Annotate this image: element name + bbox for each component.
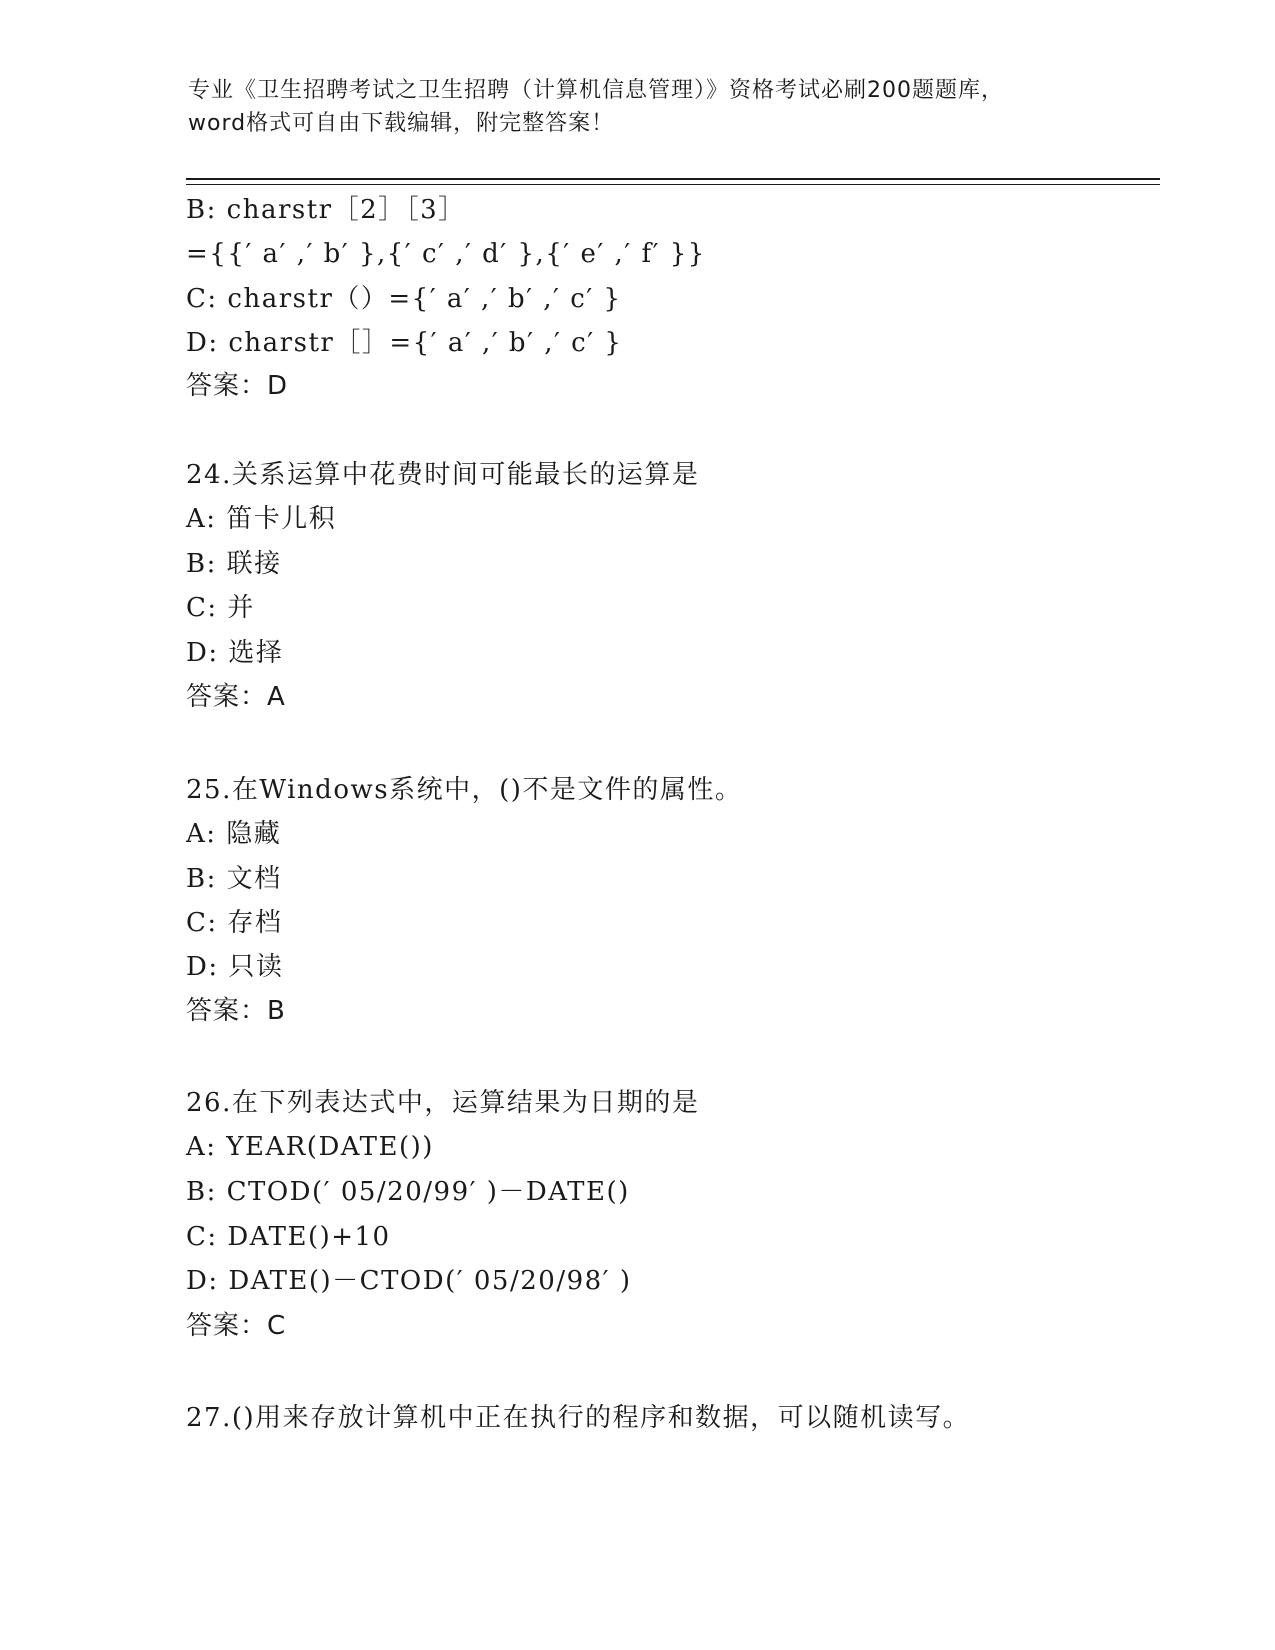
q27-question: 27.()用来存放计算机中正在执行的程序和数据，可以随机读写。 [186,1403,971,1433]
q26-option-b: B: CTOD(′ 05/20/99′ )－DATE() [186,1177,630,1207]
q24-option-a: A: 笛卡儿积 [186,504,337,534]
q24-answer: 答案：A [186,682,286,712]
q26-option-d: D: DATE()－CTOD(′ 05/20/98′ ) [186,1266,632,1296]
q25-answer: 答案：B [186,996,286,1026]
header-title-line-1: 专业《卫生招聘考试之卫生招聘（计算机信息管理）》资格考试必刷200题题库， [188,78,1004,103]
q24-option-b: B: 联接 [186,549,282,579]
q23-answer: 答案：D [186,371,289,401]
q23-option-b-line-1: B: charstr［2］［3］ [186,195,466,225]
q25-option-c: C: 存档 [186,908,283,938]
q24-option-c: C: 并 [186,593,255,623]
header-divider-thin [186,184,1160,185]
q26-question: 26.在下列表达式中，运算结果为日期的是 [186,1088,700,1118]
document-header [188,74,1088,140]
q26-answer: 答案：C [186,1311,287,1341]
q26-option-a: A: YEAR(DATE()) [186,1132,434,1162]
q25-option-a: A: 隐藏 [186,819,282,849]
q24-question: 24.关系运算中花费时间可能最长的运算是 [186,460,700,490]
q26-option-c: C: DATE()+10 [186,1222,391,1252]
q25-option-d: D: 只读 [186,952,284,982]
q25-option-b: B: 文档 [186,864,282,894]
q23-option-c: C: charstr（）={′ a′ ,′ b′ ,′ c′ } [186,284,622,314]
header-title-line-2: word格式可自由下载编辑，附完整答案！ [188,111,615,136]
q23-option-d: D: charstr［］={′ a′ ,′ b′ ,′ c′ } [186,328,623,358]
q25-question: 25.在Windows系统中，()不是文件的属性。 [186,775,743,805]
header-divider-thick [186,178,1160,180]
q24-option-d: D: 选择 [186,638,284,668]
q23-option-b-line-2: ={{′ a′ ,′ b′ },{′ c′ ,′ d′ },{′ e′ ,′ f′ }} [186,239,706,269]
